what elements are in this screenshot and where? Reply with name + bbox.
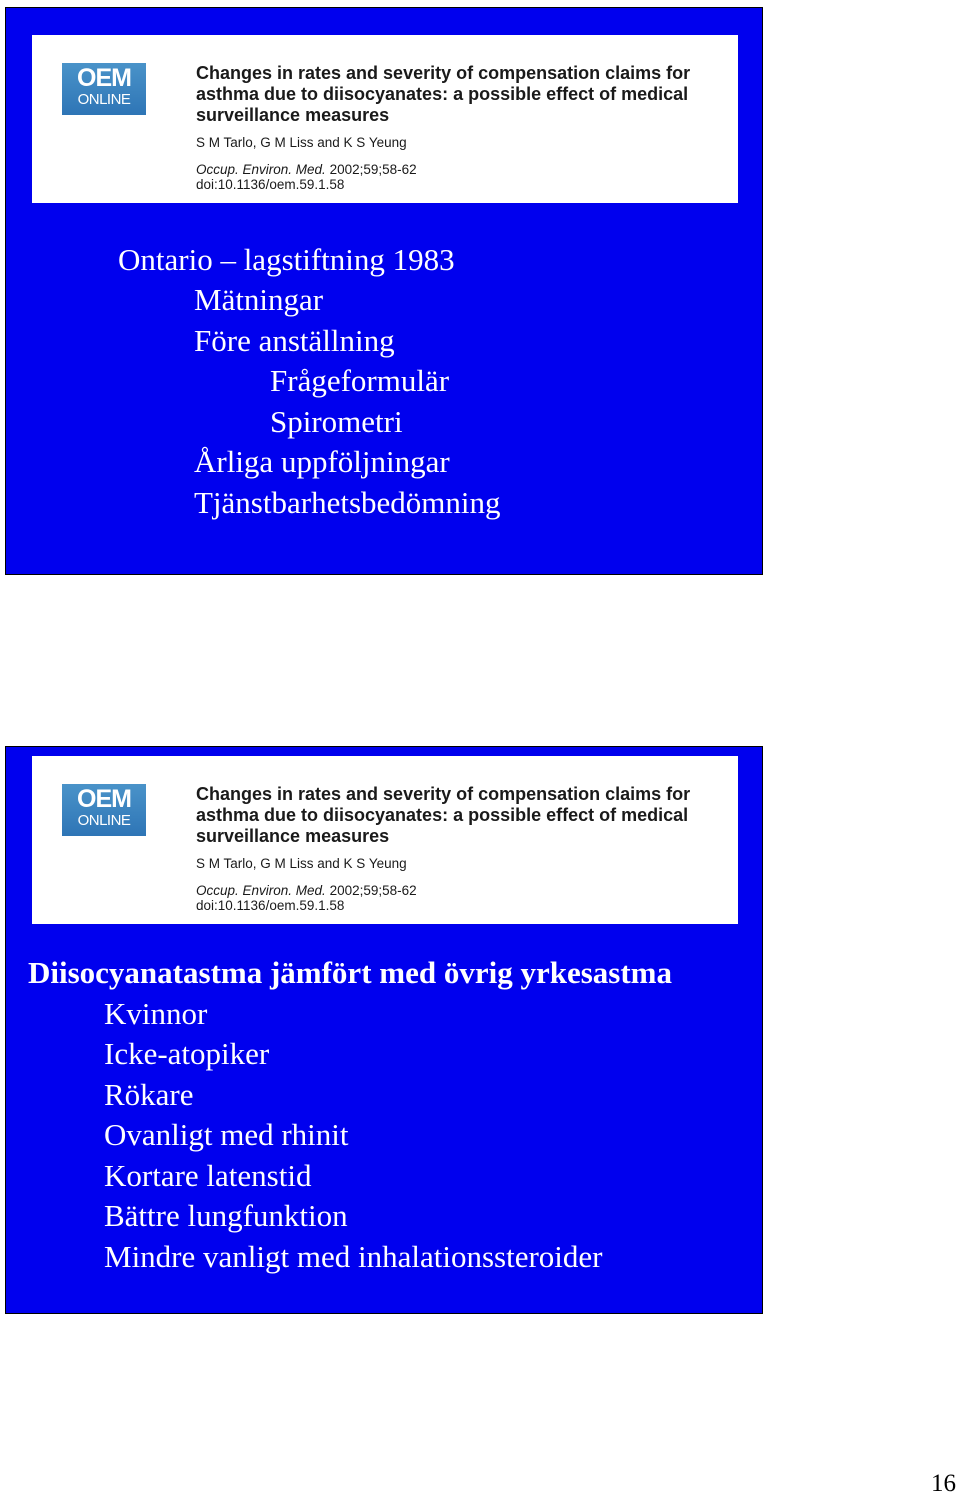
citation: 2002;59;58-62 (325, 162, 417, 177)
paper-title: Changes in rates and severity of compensation claims for asthma due to diisocyanates: a possible effect of medical surveillance measures (196, 784, 691, 846)
logo-top-text: OEM (77, 64, 131, 92)
logo-bottom-text: ONLINE (77, 812, 131, 829)
paper-title: Changes in rates and severity of compensation claims for asthma due to diisocyanates: a possible effect of medical surveillance measures (196, 63, 691, 125)
paper-authors: S M Tarlo, G M Liss and K S Yeung (196, 135, 407, 150)
paper-info (196, 784, 731, 913)
slide-1 (5, 7, 763, 575)
paper-reference (196, 162, 731, 192)
article-banner (32, 756, 738, 924)
slide1-line: Spirometri (270, 404, 403, 439)
logo-bottom-text: ONLINE (77, 91, 131, 108)
slide1-line: Mätningar (194, 282, 324, 317)
oem-online-logo (62, 63, 146, 115)
paper-info (196, 63, 731, 192)
slide2-line: Kvinnor (104, 996, 208, 1031)
slide2-line: Rökare (104, 1077, 194, 1112)
article-banner (32, 35, 738, 203)
paper-authors: S M Tarlo, G M Liss and K S Yeung (196, 856, 407, 871)
slide2-line: Kortare latenstid (104, 1158, 312, 1193)
citation: 2002;59;58-62 (325, 883, 417, 898)
slide1-line: Årliga uppföljningar (194, 444, 450, 479)
journal-name: Occup. Environ. Med. (196, 162, 326, 177)
doi: doi:10.1136/oem.59.1.58 (196, 898, 345, 913)
slide2-line: Mindre vanligt med inhalationssteroider (104, 1239, 603, 1274)
slide1-line: Före anställning (194, 323, 395, 358)
slide2-line: Bättre lungfunktion (104, 1198, 348, 1233)
page-number: 16 (931, 1470, 956, 1497)
logo-top-text: OEM (77, 785, 131, 813)
slide2-line: Icke-atopiker (104, 1036, 270, 1071)
paper-reference (196, 883, 731, 913)
slide1-line: Tjänstbarhetsbedömning (194, 485, 501, 520)
slide-2 (5, 746, 763, 1314)
journal-name: Occup. Environ. Med. (196, 883, 326, 898)
doi: doi:10.1136/oem.59.1.58 (196, 177, 345, 192)
oem-online-logo (62, 784, 146, 836)
slide1-line: Frågeformulär (270, 363, 450, 398)
slide2-line: Ovanligt med rhinit (104, 1117, 349, 1152)
slide1-line: Ontario – lagstiftning 1983 (118, 242, 455, 277)
slide2-heading: Diisocyanatastma jämfört med övrig yrkesastma (28, 955, 672, 990)
